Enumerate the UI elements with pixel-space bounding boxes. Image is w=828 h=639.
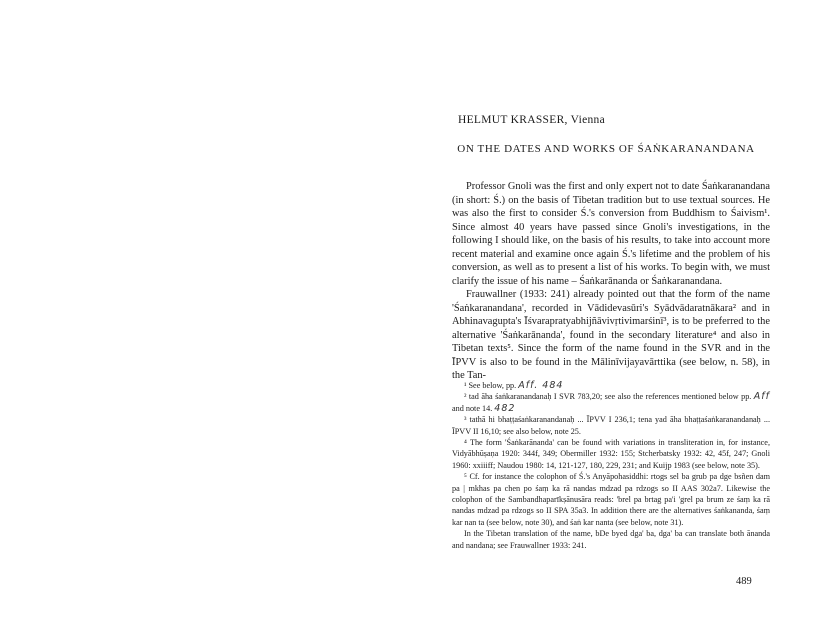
footnote-4: ⁴ The form 'Śaṅkarānanda' can be found with variations in transliteration in, for instance, Vidyābhūṣaṇa 1920: 344f, 349; Obermiller 1932: 155; Stcherbatsky 1932: 42, 45f, 247; Gnoli 1960: xxiiiff; Naudou 1980: 14, 121-127, 180, 229, 231; and Kuijp 1983 (see below, note 35). [452, 438, 770, 470]
handwritten-annotation: Aff [753, 391, 770, 403]
author-line: HELMUT KRASSER, Vienna [458, 114, 606, 126]
footnote-5: ⁵ Cf. for instance the colophon of Ś.'s Anyāpohasiddhi: rtogs sel ba grub pa dge bsñen dam pa | mkhas pa chen po śaṃ ka rā nandas mdzad pa rdzogs so II AAS 302a7. Likewise the colophon of the Sambandhaparīkṣānusāra reads: 'brel pa brtag pa'i 'grel pa brum ze śaṃ ka rā nandas mdzad pa rdzogs so II SPA 35a3. In addition there are the alternatives śaṅkananda, śaṃ kar nan ta (see below, note 30), and śaṅ kar nanta (see below, note 31). [452, 472, 770, 527]
page-number: 489 [736, 576, 752, 587]
paragraph-1: Professor Gnoli was the first and only expert not to date Śaṅkaranandana (in short: Ś.) on the basis of Tibetan tradition but to use textual sources. He was also the first to consider Ś.'s conversion from Buddhism to Śaivism¹. Since almost 40 years have passed since Gnoli's investigations, in the following I should like, on the basis of his results, to take into account more recent material and examine once again Ś.'s lifetime and the problem of his conversion, as well as to present a list of his works. To begin with, we must clarify the issue of his name – Śaṅkarānanda or Śaṅkaranandana. [452, 181, 770, 287]
handwritten-annotation: Aff. 484 [518, 380, 564, 391]
footnote-3: ³ tathā hi bhaṭṭaśaṅkaranandanaḥ ... ĪPVV I 236,1; tena yad āha bhaṭṭaśaṅkaranandanaḥ ... ĪPVV II 16,10; see also below, note 25. [452, 415, 770, 436]
handwritten-annotation: 482 [494, 402, 516, 414]
footnote-2 [452, 391, 770, 414]
footnotes [452, 380, 770, 551]
article-title: ON THE DATES AND WORKS OF ŚAṄKARANANDANA [457, 143, 755, 155]
paragraph-2: Frauwallner (1933: 241) already pointed out that the form of the name 'Śaṅkaranandana', recorded in Vādidevasūri's Syādvādaratnākara² and in Abhinavagupta's Īśvarapratyabhijñāvivṛtivimarśinī³, is to be preferred to the alternative 'Śaṅkarānanda', found in the secondary literature⁴ and also in Tibetan texts⁵. Since the form of the name found in the SVR and in the ĪPVV is also to be found in the Mālinīvijayavārttika (see below, n. 58), in the Tan- [452, 289, 770, 381]
main-text [452, 180, 770, 383]
footnote-2-text: ² tad āha śaṅkaranandanaḥ I SVR 783,20; see also the references mentioned below pp. [464, 392, 752, 402]
footnote-1 [452, 380, 770, 391]
footnote-1-text: ¹ See below, pp. [464, 381, 519, 390]
footnote-2-end: and note 14. [452, 403, 493, 413]
footnote-5-continued: In the Tibetan translation of the name, bDe byed dga' ba, dga' ba can translate both ānanda and nandana; see Frauwallner 1933: 241. [452, 529, 770, 550]
